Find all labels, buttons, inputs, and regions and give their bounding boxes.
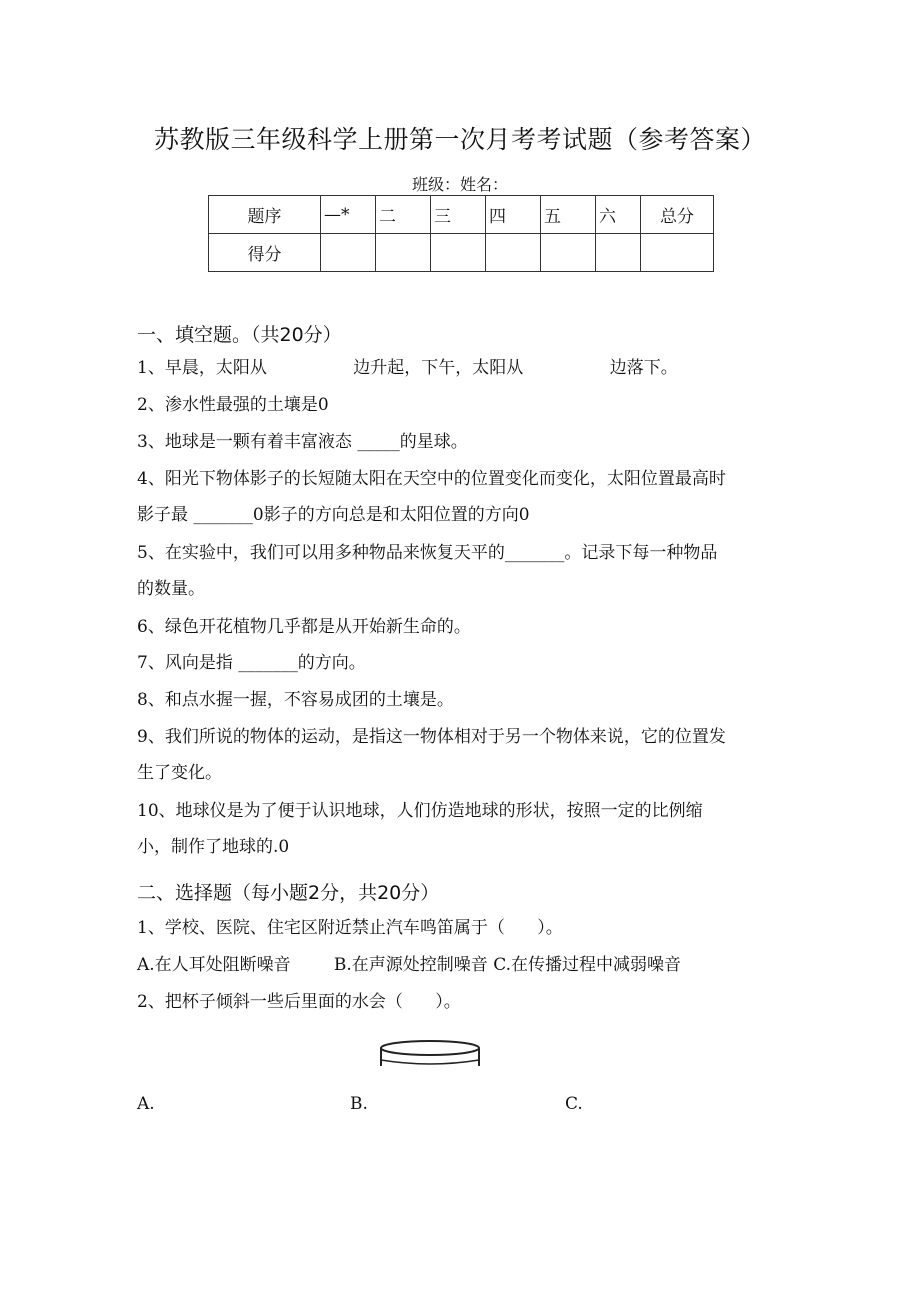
section2-heading: 二、选择题（每小题2分，共20分） [137,882,440,904]
question-text-cont: 小，制作了地球的.0 [137,837,290,857]
page-title: 苏教版三年级科学上册第一次月考考试题（参考答案） [153,125,766,154]
score-cell [486,234,541,272]
question-text: 2、渗水性最强的土壤是0 [137,395,329,415]
header-cell-6: 六 [596,196,641,234]
question-7 [137,645,787,681]
question-9 [137,719,787,791]
question-text: 9、我们所说的物体的运动，是指这一物体相对于另一个物体来说，它的位置发 [137,727,726,747]
header-cell-1: —* [321,196,376,234]
question-1 [137,350,787,386]
header-cell-2: 二 [376,196,431,234]
score-cell [376,234,431,272]
score-cell [541,234,596,272]
option-text: A.在人耳处阻断噪音 B.在声源处控制噪音 C.在传播过程中减弱噪音 [137,955,682,975]
question-text: 4、阳光下物体影子的长短随太阳在天空中的位置变化而变化，太阳位置最高时 [137,469,726,489]
choice-question-1 [137,910,787,946]
question-text-cont: 的数量。 [137,579,205,599]
question-text: 1、学校、医院、住宅区附近禁止汽车鸣笛属于（ ）。 [137,918,563,938]
header-cell-order: 题序 [209,196,321,234]
question-text: 1、早晨，太阳从 边升起，下午，太阳从 边落下。 [137,358,678,378]
score-cell [321,234,376,272]
score-cell [641,234,714,272]
score-table-score-row [209,234,714,272]
question-text: 7、风向是指 _______的方向。 [137,653,366,673]
section1-heading: 一、填空题。（共20分） [137,324,342,346]
question-text: 8、和点水握一握，不容易成团的土壤是。 [137,690,454,710]
question-4 [137,461,787,533]
header-cell-4: 四 [486,196,541,234]
score-table-header-row [209,196,714,234]
option-c: C. [565,1094,583,1114]
question-text: 5、在实验中，我们可以用多种物品来恢复天平的_______。记录下每一种物品 [137,543,718,563]
question-10 [137,793,787,865]
question-5 [137,535,787,607]
question-text: 10、地球仪是为了便于认识地球，人们仿造地球的形状，按照一定的比例缩 [137,801,703,821]
score-cell [431,234,486,272]
question-8 [137,682,787,718]
choice-question-2 [137,984,787,1020]
question-text-cont: 生了变化。 [137,763,222,783]
question-text: 3、地球是一颗有着丰富液态 _____的星球。 [137,432,468,452]
question-text: 6、绿色开花植物几乎都是从开始新生命的。 [137,617,471,637]
question-3 [137,424,787,460]
class-name-line: 班级：姓名： [411,175,508,194]
header-cell-5: 五 [541,196,596,234]
header-cell-3: 三 [431,196,486,234]
cup-illustration [378,1038,482,1072]
score-table [208,195,714,272]
score-cell [596,234,641,272]
row-label-score: 得分 [209,234,321,272]
option-a: A. [137,1094,155,1114]
question-6 [137,609,787,645]
header-cell-total: 总分 [641,196,714,234]
question-text-cont: 影子最 _______0影子的方向总是和太阳位置的方向0 [137,505,530,525]
question-2 [137,387,787,423]
question-text: 2、把杯子倾斜一些后里面的水会（ ）。 [137,992,461,1012]
choice-question-1-options [137,947,787,983]
option-b: B. [350,1094,368,1114]
